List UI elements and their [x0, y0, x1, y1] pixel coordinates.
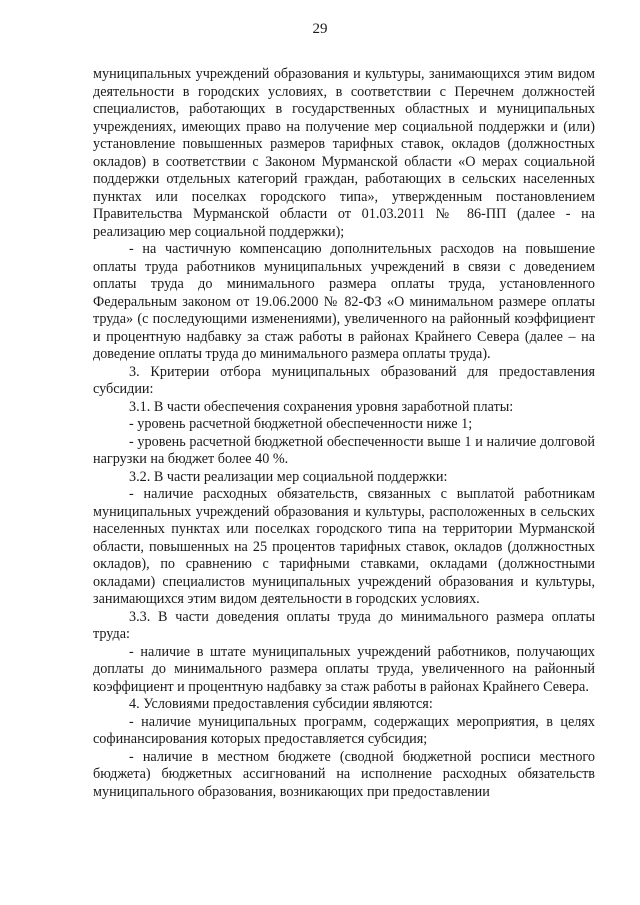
paragraph: муниципальных учреждений образования и культуры, занимающихся этим видом деятельности в городских условиях, в соответствии с Перечнем должностей специалистов, работающих в государственных областных и муниципальных учреждениях, имеющих право на получение мер социальной поддержки и (или) установление повышенных размеров тарифных ставок, окладов (должностных окладов) в соответствии с Законом Мурманской области «О мерах социальной поддержки отдельных категорий граждан, работающих в сельских населенных пунктах или поселках городского типа», утвержденным постановлением Правительства Мурманской области от 01.03.2011 № 86-ПП (далее - на реализацию мер социальной поддержки);: [93, 66, 595, 240]
paragraph: - уровень расчетной бюджетной обеспеченности ниже 1;: [129, 416, 473, 432]
paragraph: 3.2. В части реализации мер социальной поддержки:: [129, 468, 448, 485]
paragraph: - наличие в местном бюджете (сводной бюджетной росписи местного бюджета) бюджетных ассигнований на исполнение расходных обязательств муниципального образования, возникающих при предоставлении: [93, 748, 595, 800]
paragraph: 3.3. В части доведения оплаты труда до минимального размера оплаты труда:: [93, 608, 595, 642]
paragraph: - уровень расчетной бюджетной обеспеченности выше 1 и наличие долговой нагрузки на бюджет более 40 %.: [93, 433, 595, 467]
page-number: 29: [312, 21, 328, 37]
paragraph: - на частичную компенсацию дополнительных расходов на повышение оплаты труда работников муниципальных учреждений в связи с доведением оплаты труда до минимального размера оплаты труда, установленного Федеральным законом от 19.06.2000 № 82-ФЗ «О минимальном размере оплаты труда» (с последующими изменениями), увеличенного на районный коэффициент и процентную надбавку за стаж работы в районах Крайнего Севера (далее – на доведение оплаты труда до минимального размера оплаты труда).: [93, 241, 595, 362]
document-body: [93, 66, 595, 801]
paragraph: - наличие в штате муниципальных учреждений работников, получающих доплаты до минимального размера оплаты труда, увеличенного на районный коэффициент и процентную надбавку за стаж работы в районах Крайнего Севера.: [93, 643, 595, 695]
paragraph: 3. Критерии отбора муниципальных образований для предоставления субсидии:: [93, 363, 595, 397]
paragraph: - наличие муниципальных программ, содержащих мероприятия, в целях софинансирования которых предоставляется субсидия;: [93, 713, 595, 747]
paragraph: 4. Условиями предоставления субсидии являются:: [129, 696, 433, 712]
paragraph: - наличие расходных обязательств, связанных с выплатой работникам муниципальных учреждений образования и культуры, расположенных в сельских населенных пунктах или поселках городского типа на территории Мурманской области, повышенных на 25 процентов тарифных ставок, окладов (должностных окладов), по сравнению с тарифными ставками, окладами (должностными окладами) специалистов муниципальных учреждений образования и культуры, занимающихся этим видом деятельности в городских условиях.: [93, 486, 595, 607]
paragraph: 3.1. В части обеспечения сохранения уровня заработной платы:: [129, 398, 514, 415]
